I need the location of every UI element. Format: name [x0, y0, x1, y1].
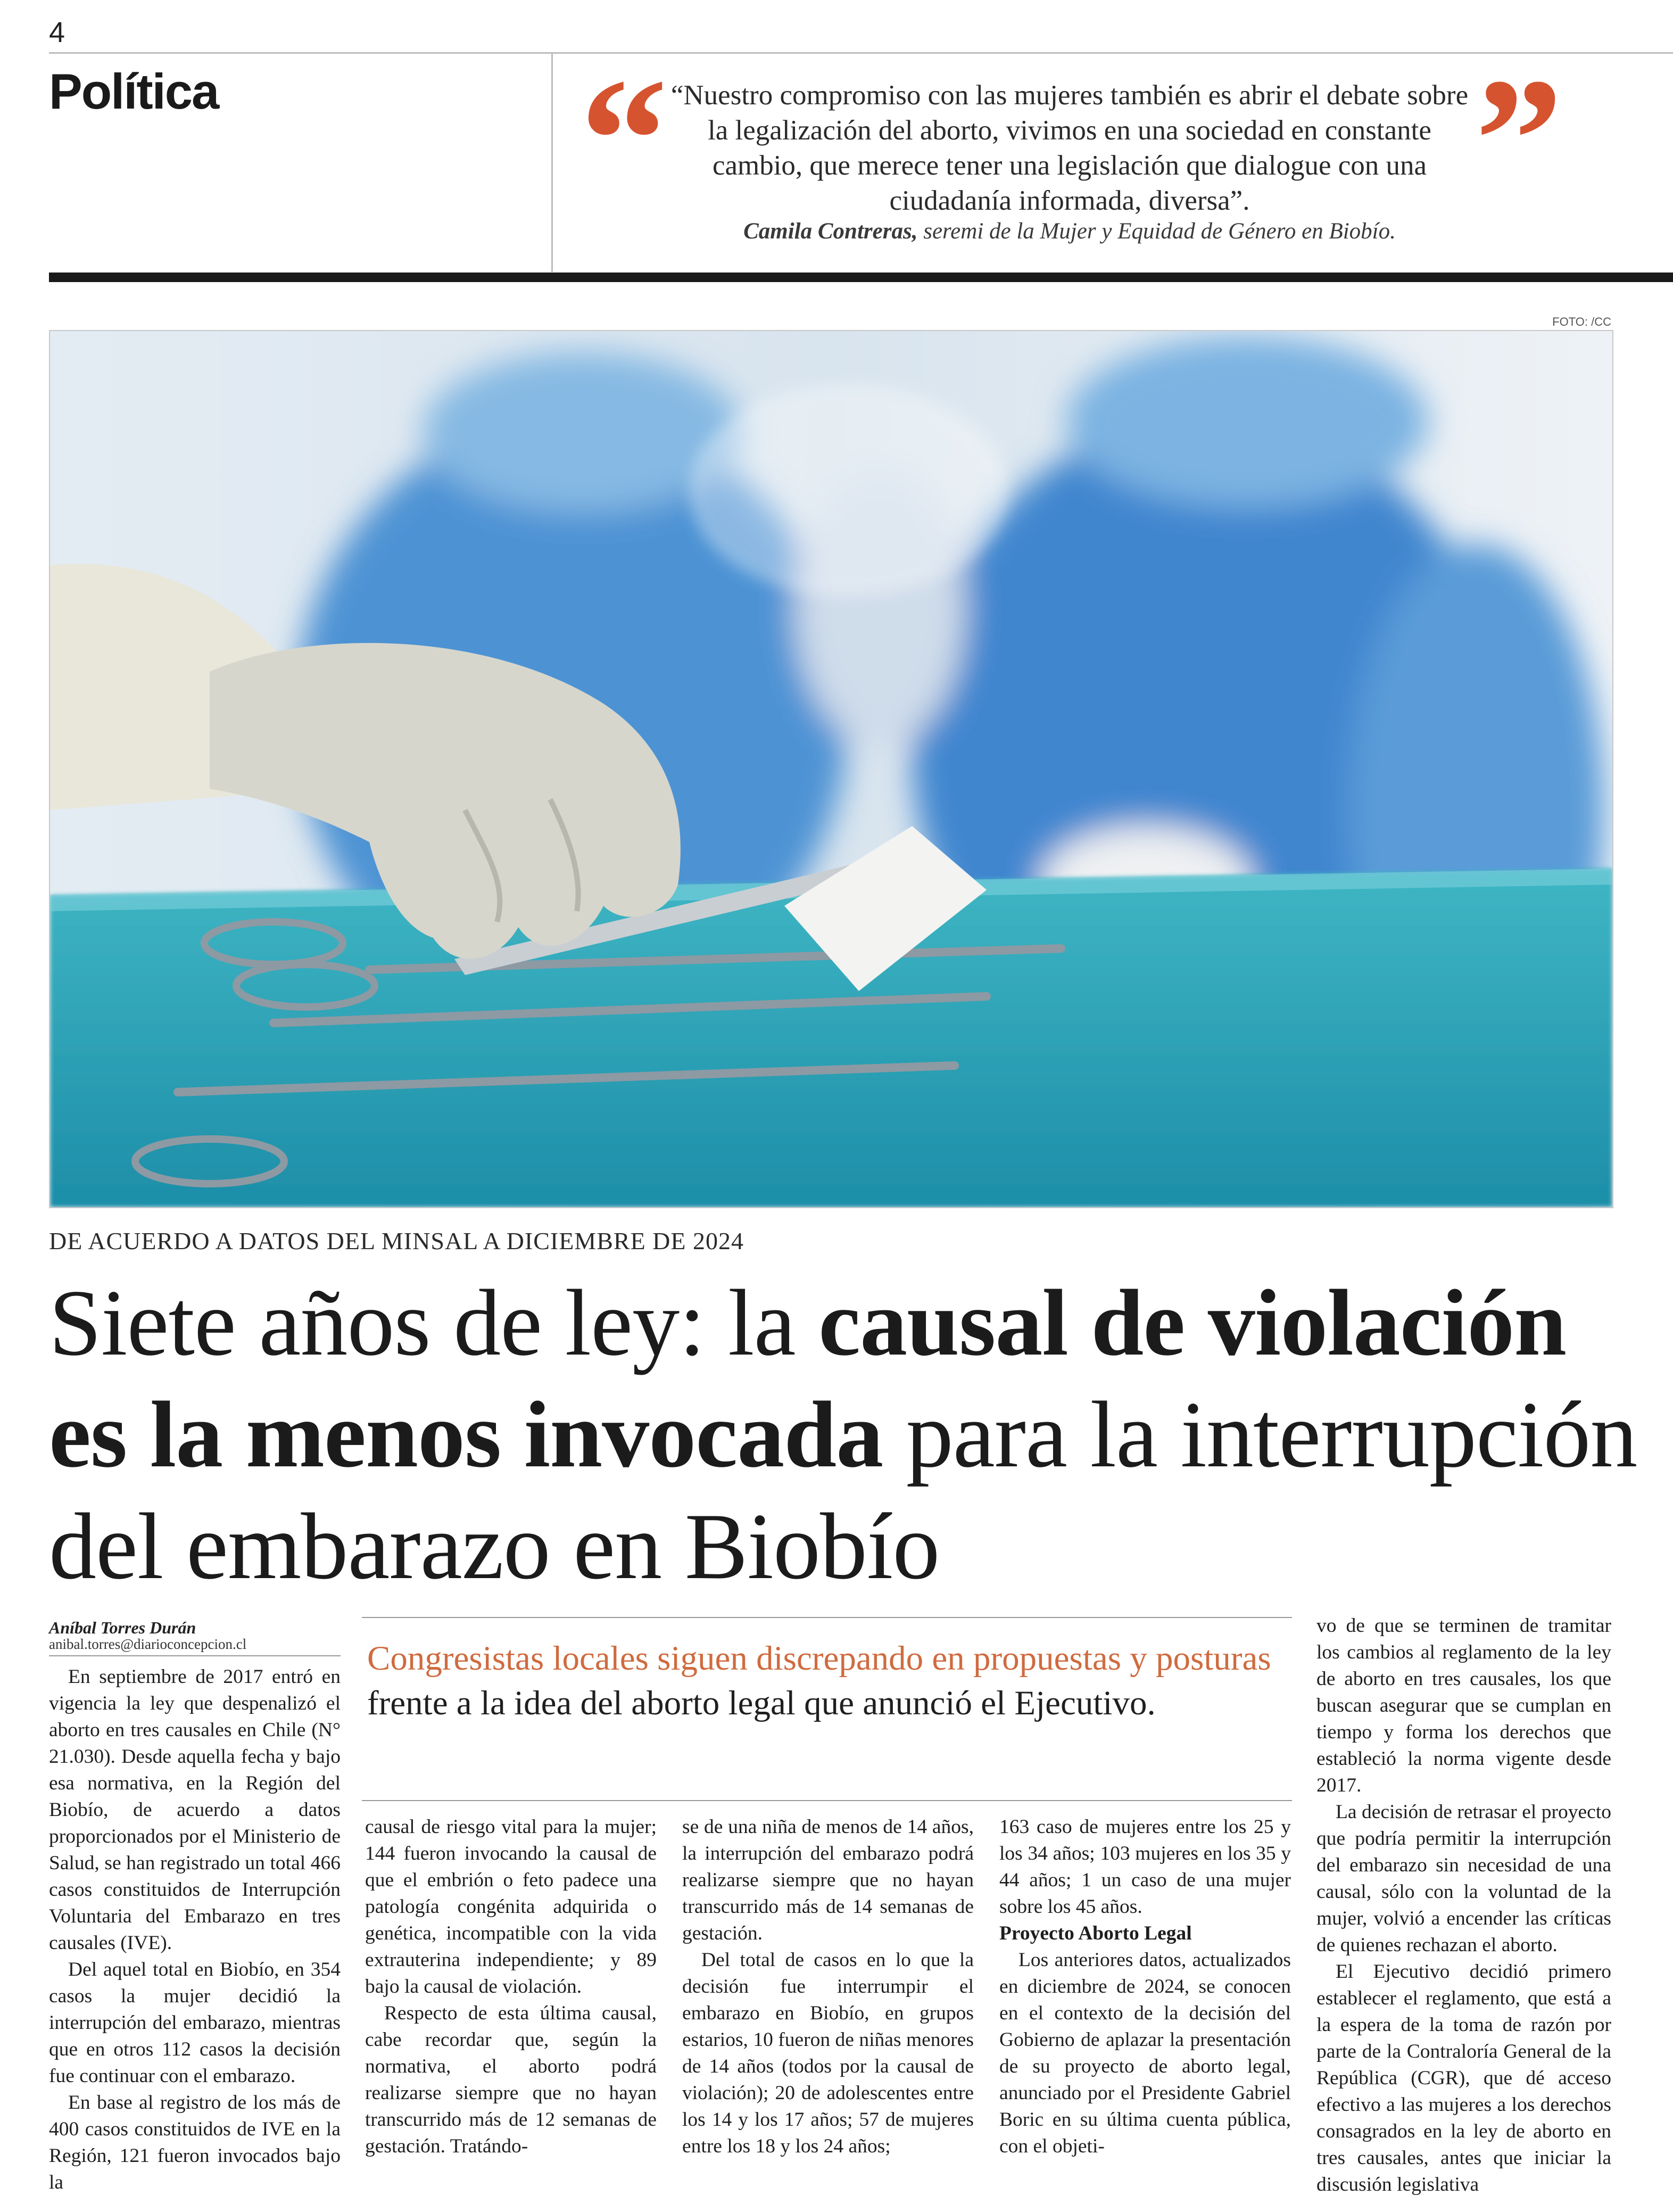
surgery-photo [49, 330, 1613, 1208]
body-column-3 [682, 1814, 974, 2160]
body-paragraph: Respecto de esta última causal, cabe recordar que, según la normativa, el aborto podrá realizarse siempre que no hayan transcurrido más de 12 semanas de gestación. Tratándo- [365, 2002, 657, 2157]
top-rule [49, 52, 1673, 54]
headline-part-bold: causal de violación es la menos invocada [49, 1270, 1567, 1487]
body-column-5 [1316, 1613, 1611, 2198]
body-column-1 [49, 1664, 341, 2196]
headline-part-regular: Siete años de ley: la [49, 1270, 819, 1375]
headline-part-regular-end: para la interrupción del embarazo en Biobío [49, 1382, 1637, 1599]
body-paragraph: causal de riesgo vital para la mujer; 144 fueron invocando la causal de que el embrión o feto padece una patología congénita adquirida o genética, incompatible con la vida extrauterina independiente; y 89 bajo la causal de violación. [365, 1816, 657, 1998]
header-thick-rule [49, 273, 1673, 282]
pull-quote-attribution [660, 218, 1479, 244]
body-paragraph: se de una niña de menos de 14 años, la interrupción del embarazo podrá realizarse siempre que no hayan transcurrido más de 14 semanas de gestación. [682, 1816, 974, 1944]
open-quote-mark: “ [580, 43, 668, 237]
body-paragraph: La decisión de retrasar el proyecto que podría permitir la interrupción del embarazo sin necesidad de una causal, sólo con la voluntad de la mujer, volvió a encender las críticas de quienes rechazan el aborto. [1316, 1801, 1611, 1956]
surgery-photo-illustration [50, 331, 1612, 1207]
header-divider [551, 54, 553, 272]
quote-author: Camila Contreras, [743, 219, 918, 244]
deck-rule-bottom [362, 1800, 1292, 1801]
article-kicker: DE ACUERDO A DATOS DEL MINSAL A DICIEMBRE DE 2024 [49, 1227, 744, 1254]
section-subhead: Proyecto Aborto Legal [999, 1922, 1192, 1944]
pull-quote-text: “Nuestro compromiso con las mujeres también es abrir el debate sobre la legalización del aborto, vivimos en una sociedad en constante cambio, que merece tener una legislación que dialogue con una ciudadanía informada, diversa”. [670, 80, 1469, 216]
body-paragraph: Del aquel total en Biobío, en 354 casos la mujer decidió la interrupción del embarazo, mientras que en otros 112 casos la decisión fue continuar con el embarazo. [49, 1959, 341, 2087]
deck-text: frente a la idea del aborto legal que anunció el Ejecutivo. [367, 1684, 1156, 1722]
page-number: 4 [49, 16, 65, 48]
close-quote-mark: ” [1475, 43, 1563, 237]
article-deck [367, 1636, 1282, 1726]
article-headline [49, 1267, 1645, 1602]
body-column-4 [999, 1814, 1291, 2160]
byline-rule [49, 1655, 341, 1656]
body-paragraph: En base al registro de los más de 400 casos constituidos de IVE en la Región, 121 fueron invocados bajo la [49, 2092, 341, 2193]
body-column-2 [365, 1814, 657, 2160]
byline-email: anibal.torres@diarioconcepcion.cl [49, 1636, 247, 1652]
quote-author-role: seremi de la Mujer y Equidad de Género en Biobío. [917, 219, 1396, 244]
body-paragraph: vo de que se terminen de tramitar los cambios al reglamento de la ley de aborto en tres causales, los que buscan asegurar que se cumplan en tiempo y forma los derechos que estableció la norma vigente desde 2017. [1316, 1615, 1611, 1796]
body-paragraph: 163 caso de mujeres entre los 25 y los 34 años; 103 mujeres en los 35 y 44 años; 1 un caso de una mujer sobre los 45 años. [999, 1816, 1291, 1918]
body-paragraph: Del total de casos en lo que la decisión fue interrumpir el embarazo en Biobío, en grupos estarios, 10 fueron de niñas menores de 14 años (todos por la causal de violación); 20 de adolescentes entre los 14 y los 17 años; 57 de mujeres entre los 18 y los 24 años; [682, 1949, 974, 2157]
deck-accent-text: Congresistas locales siguen discrepando en propuestas y posturas [367, 1639, 1271, 1678]
photo-credit: FOTO: /CC [1552, 315, 1611, 328]
body-paragraph: En septiembre de 2017 entró en vigencia la ley que despenalizó el aborto en tres causales en Chile (N° 21.030). Desde aquella fecha y bajo esa normativa, en la Región del Biobío, de acuerdo a datos proporcionados por el Ministerio de Salud, se han registrado un total 466 casos constituidos de Interrupción Voluntaria del Embarazo en tres causales (IVE). [49, 1666, 341, 1954]
deck-rule-top [362, 1617, 1292, 1618]
section-title: Política [49, 63, 219, 119]
body-paragraph: El Ejecutivo decidió primero establecer el reglamento, que está a la espera de la toma de razón por parte de la Contraloría General de la República (CGR), que dé acceso efectivo a las mujeres a los derechos consagrados en la ley de aborto en tres causales, antes que iniciar la discusión legislativa [1316, 1961, 1611, 2196]
body-paragraph: Los anteriores datos, actualizados en diciembre de 2024, se conocen en el contexto de la decisión del Gobierno de aplazar la presentación de su proyecto de aborto legal, anunciado por el Presidente Gabriel Boric en su última cuenta pública, con el objeti- [999, 1949, 1291, 2157]
byline-author: Aníbal Torres Durán [49, 1618, 196, 1637]
